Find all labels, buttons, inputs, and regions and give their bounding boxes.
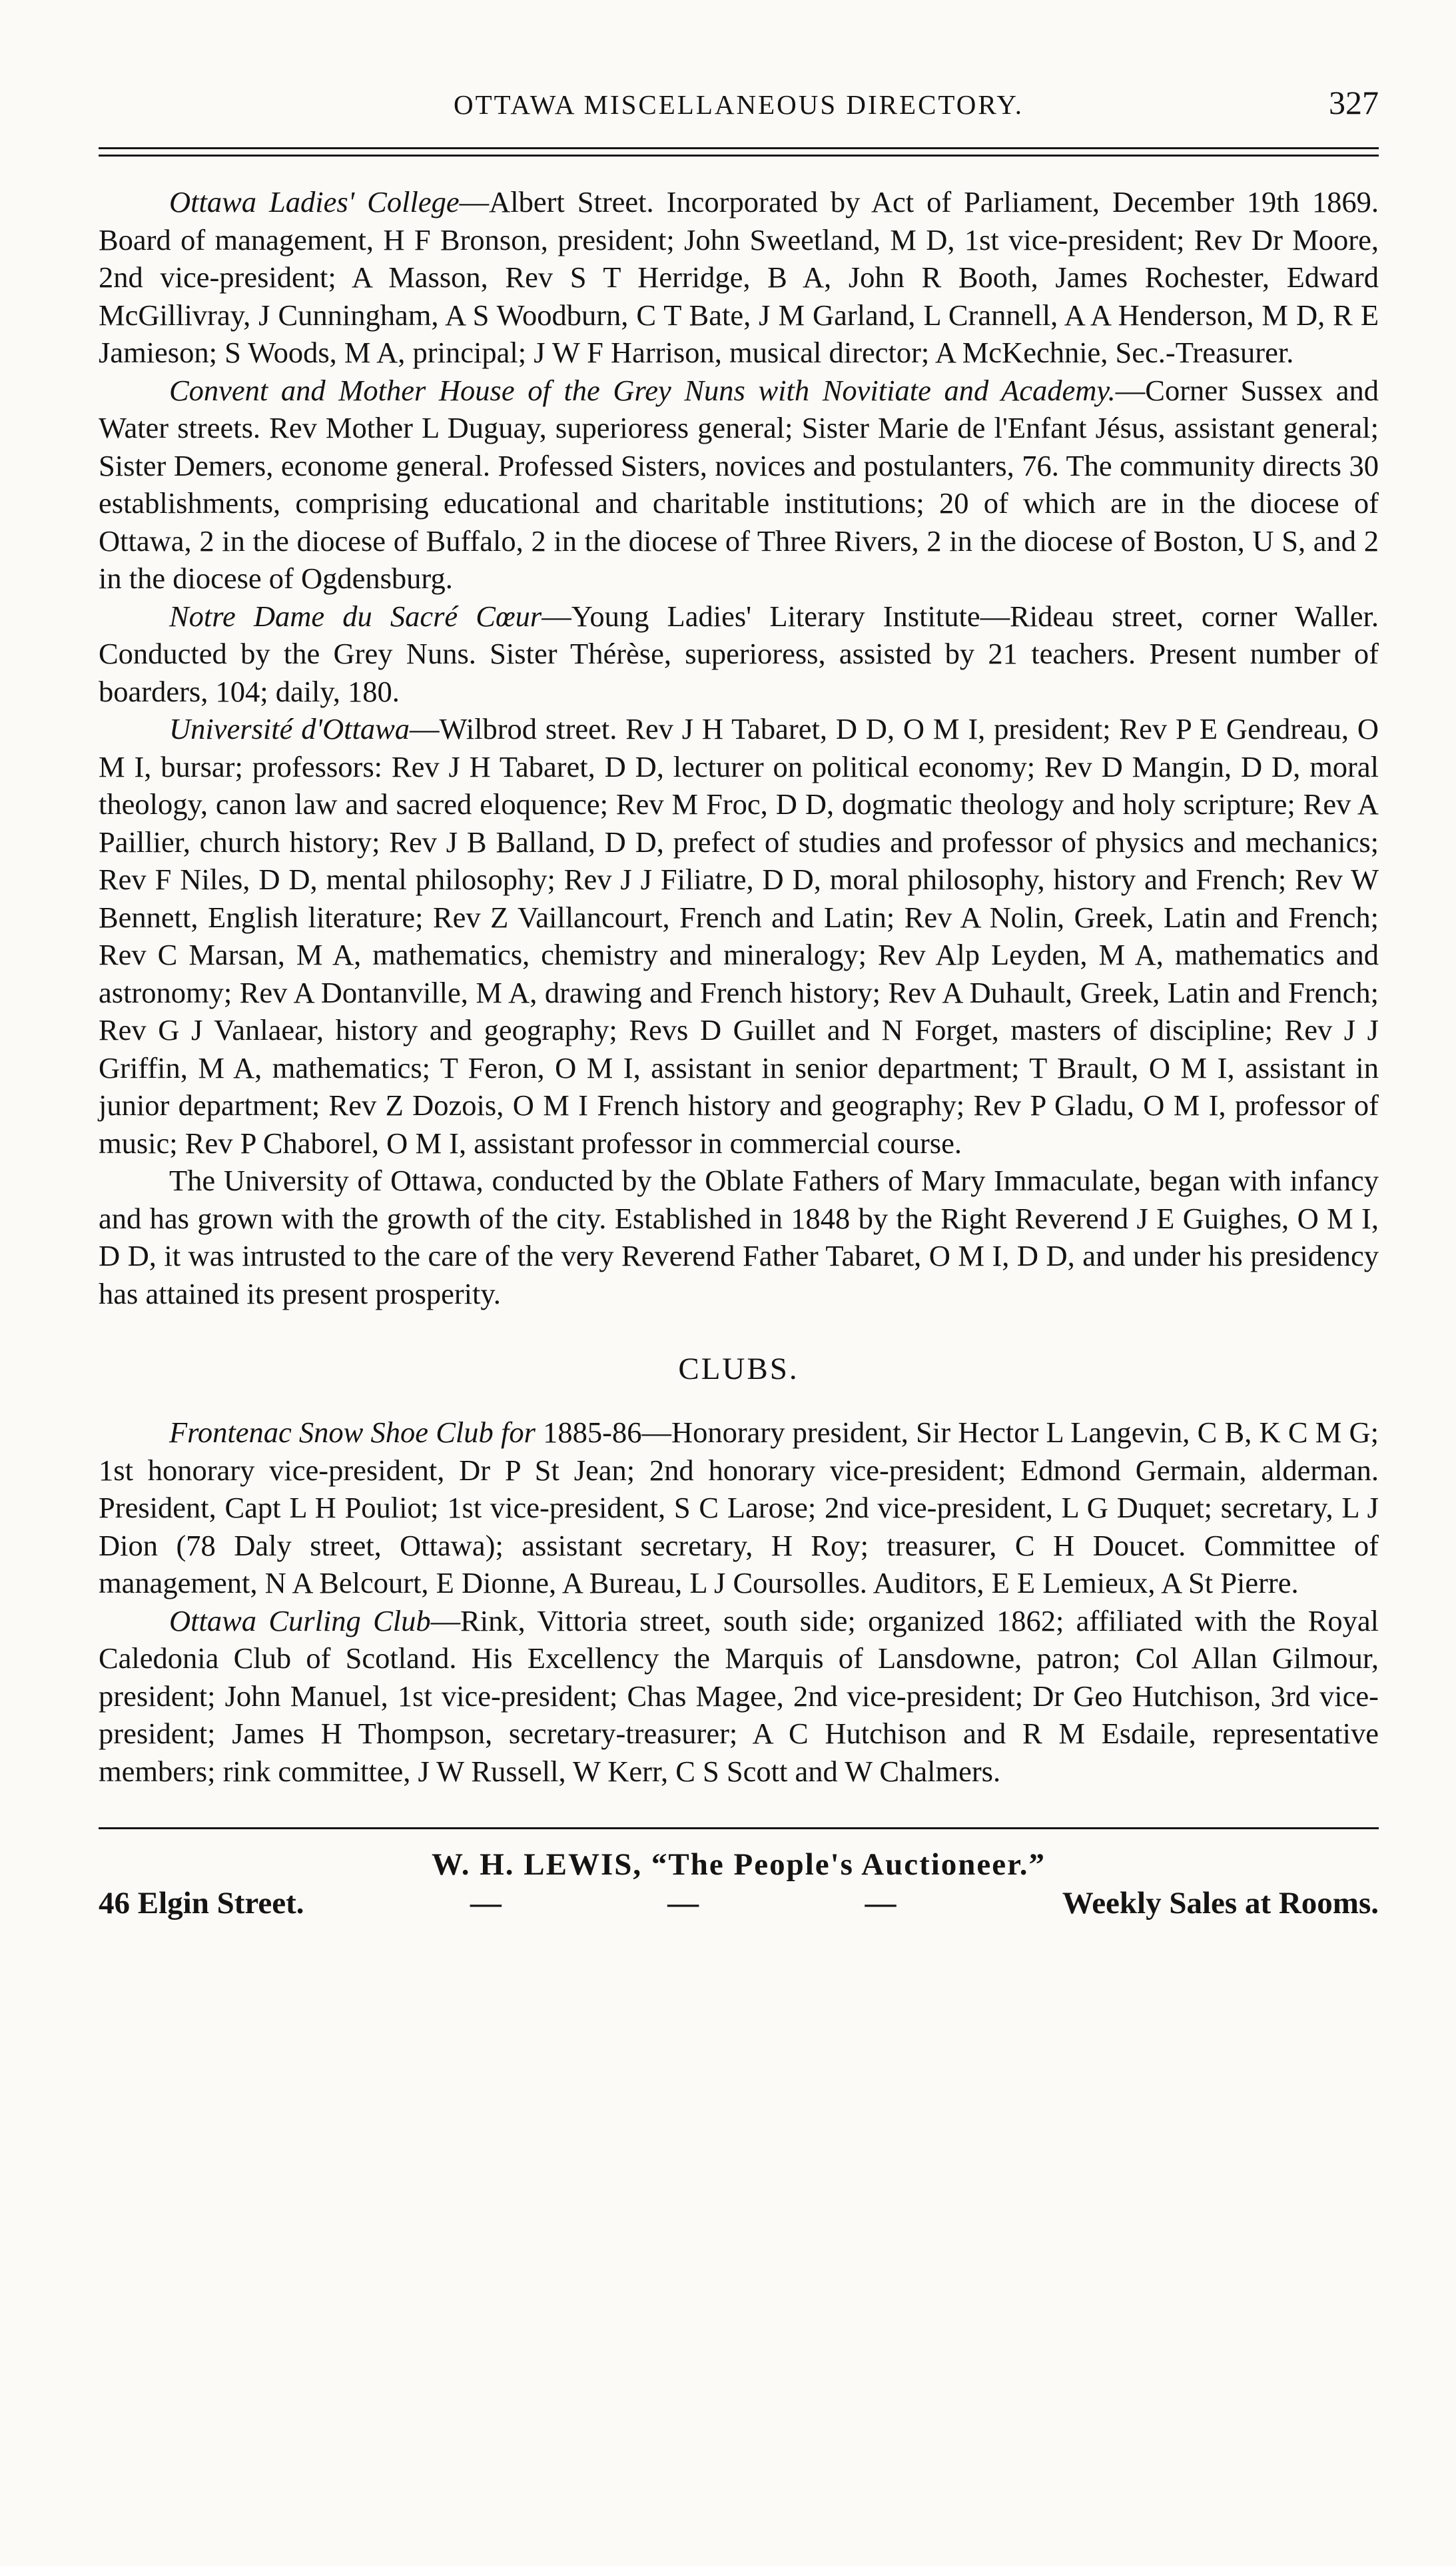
entries-top <box>99 183 1379 1312</box>
directory-entry <box>99 183 1379 372</box>
page-header <box>99 83 1379 130</box>
advertisement-dash: — <box>865 1886 897 1921</box>
directory-entry <box>99 598 1379 711</box>
entry-text: The University of Ottawa, conducted by the Oblate Fathers of Mary Immaculate, began with infancy and has grown with the growth of the city. Established in 1848 by the Right Reverend J E Guighes, O M I, D D, it was intrusted to the care of the very Reverend Father Tabaret, O M I, D D, and under his presidency has attained its present prosperity. <box>99 1164 1379 1310</box>
entry-name: Ottawa Curling Club <box>169 1603 431 1637</box>
directory-entry <box>99 710 1379 1162</box>
entry-name: Université d'Ottawa <box>169 712 410 745</box>
entry-text: —Rink, Vittoria street, south side; organized 1862; affiliated with the Royal Caledonia Club of Scotland. His Excellency the Marquis of Lansdowne, patron; Col Allan Gilmour, president; John Manuel, 1st vice-president; Chas Magee, 2nd vice-president; Dr Geo Hutchison, 3rd vice-president; James H Thompson, secretary-treasurer; A C Hutchison and R M Esdaile, representative members; rink committee, J W Russell, W Kerr, C S Scott and W Chalmers. <box>99 1603 1379 1788</box>
running-title: OTTAWA MISCELLANEOUS DIRECTORY. <box>454 89 1024 120</box>
page-number: 327 <box>1329 84 1379 121</box>
entry-text: —Albert Street. Incorporated by Act of Parliament, December 19th 1869. Board of management, H F Bronson, president; John Sweetland, M D, 1st vice-president; Rev Dr Moore, 2nd vice-president; A Masson, Rev S T Herridge, B A, John R Booth, James Rochester, Edward McGillivray, J Cunningham, A S Woodburn, C T Bate, J M Garland, L Crannell, A A Henderson, M D, R E Jamieson; S Woods, M A, principal; J W F Harrison, musical director; A McKechnie, Sec.-Treasurer. <box>99 185 1379 369</box>
entry-text: —Wilbrod street. Rev J H Tabaret, D D, O M I, president; Rev P E Gendreau, O M I, bursar; professors: Rev J H Tabaret, D D, lecturer on political economy; Rev D Mangin, D D, moral theology, canon law and sacred eloquence; Rev M Froc, D D, dogmatic theology and holy scripture; Rev A Paillier, church history; Rev J B Balland, D D, prefect of studies and professor of physics and mechanics; Rev F Niles, D D, mental philosophy; Rev J J Filiatre, D D, moral philosophy, history and French; Rev W Bennett, English literature; Rev Z Vaillancourt, French and Latin; Rev A Nolin, Greek, Latin and French; Rev C Marsan, M A, mathematics, chemistry and mineralogy; Rev Alp Leyden, M A, mathematics and astronomy; Rev A Dontanville, M A, drawing and French history; Rev A Duhault, Greek, Latin and French; Rev G J Vanlaear, history and geography; Revs D Guillet and N Forget, masters of discipline; Rev J J Griffin, M A, mathematics; T Feron, O M I, assistant in senior department; T Brault, O M I, assistant in junior department; Rev Z Dozois, O M I French history and geography; Rev P Gladu, O M I, professor of music; Rev P Chaborel, O M I, assistant professor in commercial course. <box>99 712 1379 1160</box>
entry-text: —Young Ladies' Literary Institute—Rideau street, corner Waller. Conducted by the Grey Nuns. Sister Thérèse, superioress, assisted by 21 teachers. Present number of boarders, 104; daily, 180. <box>99 599 1379 708</box>
directory-entry <box>99 1162 1379 1312</box>
advertisement-sales: Weekly Sales at Rooms. <box>1062 1886 1379 1921</box>
directory-entry <box>99 372 1379 598</box>
advertisement-line: W. H. LEWIS, “The People's Auctioneer.” <box>432 1847 1046 1882</box>
directory-entry <box>99 1602 1379 1791</box>
footer-rule <box>99 1827 1379 1829</box>
entry-name: Notre Dame du Sacré Cœur <box>169 599 542 633</box>
advertisement-address: 46 Elgin Street. <box>99 1886 304 1921</box>
advertisement-address-line <box>99 1885 1379 1921</box>
entries-clubs <box>99 1414 1379 1790</box>
section-title-clubs: CLUBS. <box>678 1352 799 1386</box>
entry-name: Ottawa Ladies' College <box>169 185 460 218</box>
entry-name: Convent and Mother House of the Grey Nuns with Novitiate and Academy. <box>169 373 1116 407</box>
entry-name: Frontenac Snow Shoe Club for <box>169 1416 536 1449</box>
advertisement-dash: — <box>667 1886 699 1921</box>
advertisement-dash: — <box>470 1886 502 1921</box>
entry-text: —Corner Sussex and Water streets. Rev Mother L Duguay, superioress general; Sister Marie de l'Enfant Jésus, assistant general; Sister Demers, econome general. Professed Sisters, novices and postulanters, 76. The community directs 30 establishments, comprising educational and charitable institutions; 20 of which are in the diocese of Ottawa, 2 in the diocese of Buffalo, 2 in the diocese of Three Rivers, 2 in the diocese of Boston, U S, and 2 in the diocese of Ogdensburg. <box>99 373 1379 595</box>
entry-text: 1885-86—Honorary president, Sir Hector L Langevin, C B, K C M G; 1st honorary vice-president, Dr P St Jean; 2nd honorary vice-president; Edmond Germain, alderman. President, Capt L H Pouliot; 1st vice-president, S C Larose; 2nd vice-president, L G Duquet; secretary, L J Dion (78 Daly street, Ottawa); assistant secretary, H Roy; treasurer, C H Doucet. Committee of management, N A Belcourt, E Dionne, A Bureau, L J Coursolles. Auditors, E E Lemieux, A St Pierre. <box>99 1416 1379 1599</box>
directory-entry <box>99 1414 1379 1602</box>
header-rule <box>99 147 1379 157</box>
